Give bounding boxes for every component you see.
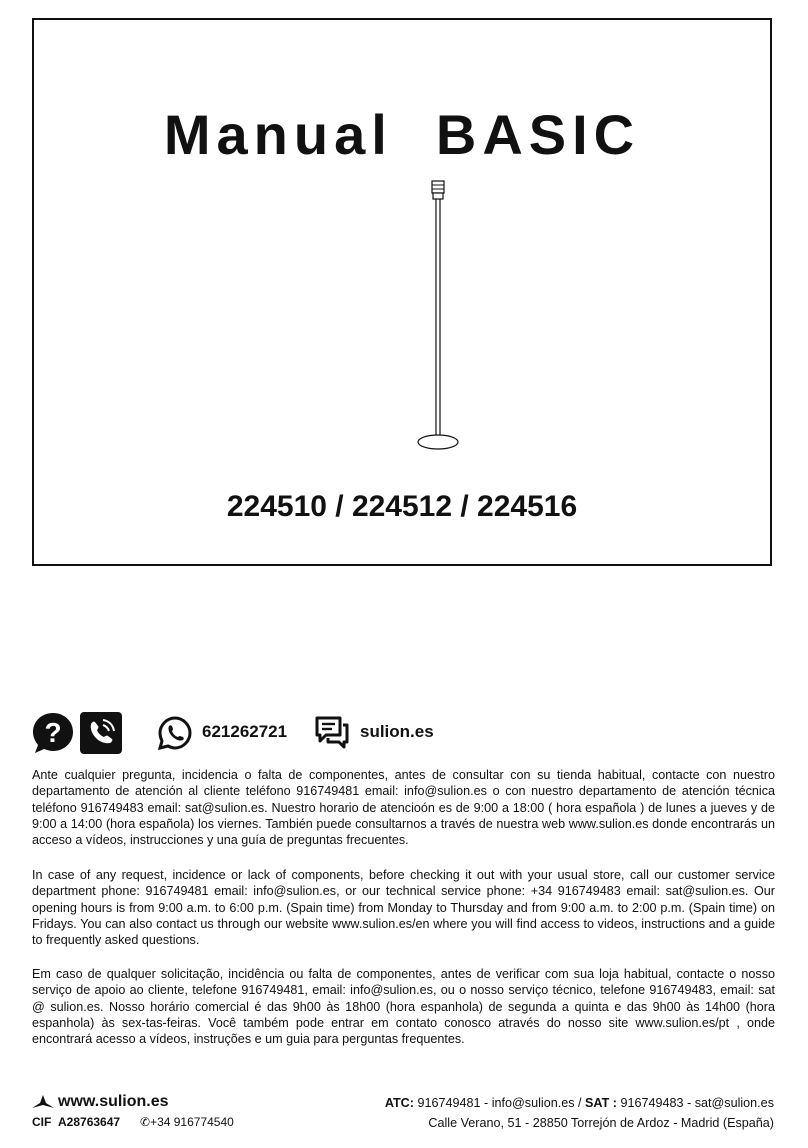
footer-website[interactable]: www.sulion.es xyxy=(58,1093,169,1110)
phone-icon: ✆ xyxy=(140,1115,151,1129)
question-icon xyxy=(32,712,74,754)
atc-label: ATC: xyxy=(384,1096,414,1110)
manual-title: Manual BASIC xyxy=(163,103,641,166)
contact-row xyxy=(32,710,772,756)
footer-address: Calle Verano, 51 - 28850 Torrejón de Ardoz - Madrid (España) xyxy=(428,1116,774,1130)
paragraph-spanish: Ante cualquier pregunta, incidencia o falta de componentes, antes de consultar con su tienda habitual, contacte con nuestro departamento de atención al cliente teléfono 916749481 email: info@sulion.es o con nuestro departamento de atención técnica teléfono 916749483 email: sat@sulion.es. Nuestro horario de atencioón es de 9:00 a 18:00 ( hora española ) de lunes a jueves y de 9:00 a 14:00 (hora española) los viernes. También puede consultarnos a través de nuestra web www.sulion.es donde encontrarás un acceso a vídeos, instrucciones y una guía de preguntas frecuentes. xyxy=(32,768,775,848)
model-numbers: 224510 / 224512 / 224516 xyxy=(226,490,578,523)
footer-phone xyxy=(140,1115,234,1129)
floor-lamp-illustration xyxy=(404,180,474,470)
phone-support-icon xyxy=(80,712,122,754)
cover-frame xyxy=(32,18,772,566)
footer-cif xyxy=(32,1115,120,1129)
footer-phone-number: +34 916774540 xyxy=(150,1115,234,1129)
paragraph-portuguese: Em caso de qualquer solicitação, incidência ou falta de componentes, antes de verificar com sua loja habitual, contacte o nosso serviço de apoio ao cliente, telefone 916749481, email: info@sulion.es, ou o nosso serviço técnico, telefone 916749483, email: sat @ sulion.es. Nosso horário comercial é das 9h00 às 18h00 (hora espanhola) de segunda a quinta e das 9h00 às 14h00 (hora espanhola) às sex-tas-feiras. Você também pode entrar em contato conosco através do nosso site www.sulion.es/pt , onde encontrará acesso a vídeos, instruções e um guia para perguntas frequentes. xyxy=(32,967,775,1047)
website-short[interactable]: sulion.es xyxy=(360,722,434,741)
whatsapp-icon xyxy=(158,716,192,750)
chat-icon xyxy=(314,715,350,749)
whatsapp-number: 621262721 xyxy=(202,722,288,741)
paragraph-english: In case of any request, incidence or lack of components, before checking it out with your usual store, call our customer service department phone: 916749481 email: info@sulion.es, or our technical service phone: +34 916749483 email: sat@sulion.es. Our opening hours is from 9:00 a.m. to 6:00 p.m. (Spain time) from Monday to Thursday and from 9:00 a.m. to 2:00 p.m. (Spain time) on Fridays. You can also contact us through our website www.sulion.es/en where you will find access to videos, instructions and a guide to frequently asked questions. xyxy=(32,868,775,948)
cif-label: CIF xyxy=(32,1115,52,1129)
sat-value: 916749483 - sat@sulion.es xyxy=(616,1096,774,1110)
footer-contact-line xyxy=(385,1096,774,1110)
svg-text:?: ? xyxy=(44,717,62,748)
sulion-logo-icon xyxy=(32,1095,54,1109)
sat-label: SAT : xyxy=(585,1096,617,1110)
cif-value: A28763647 xyxy=(58,1115,121,1129)
atc-value: 916749481 - info@sulion.es / xyxy=(413,1096,586,1110)
